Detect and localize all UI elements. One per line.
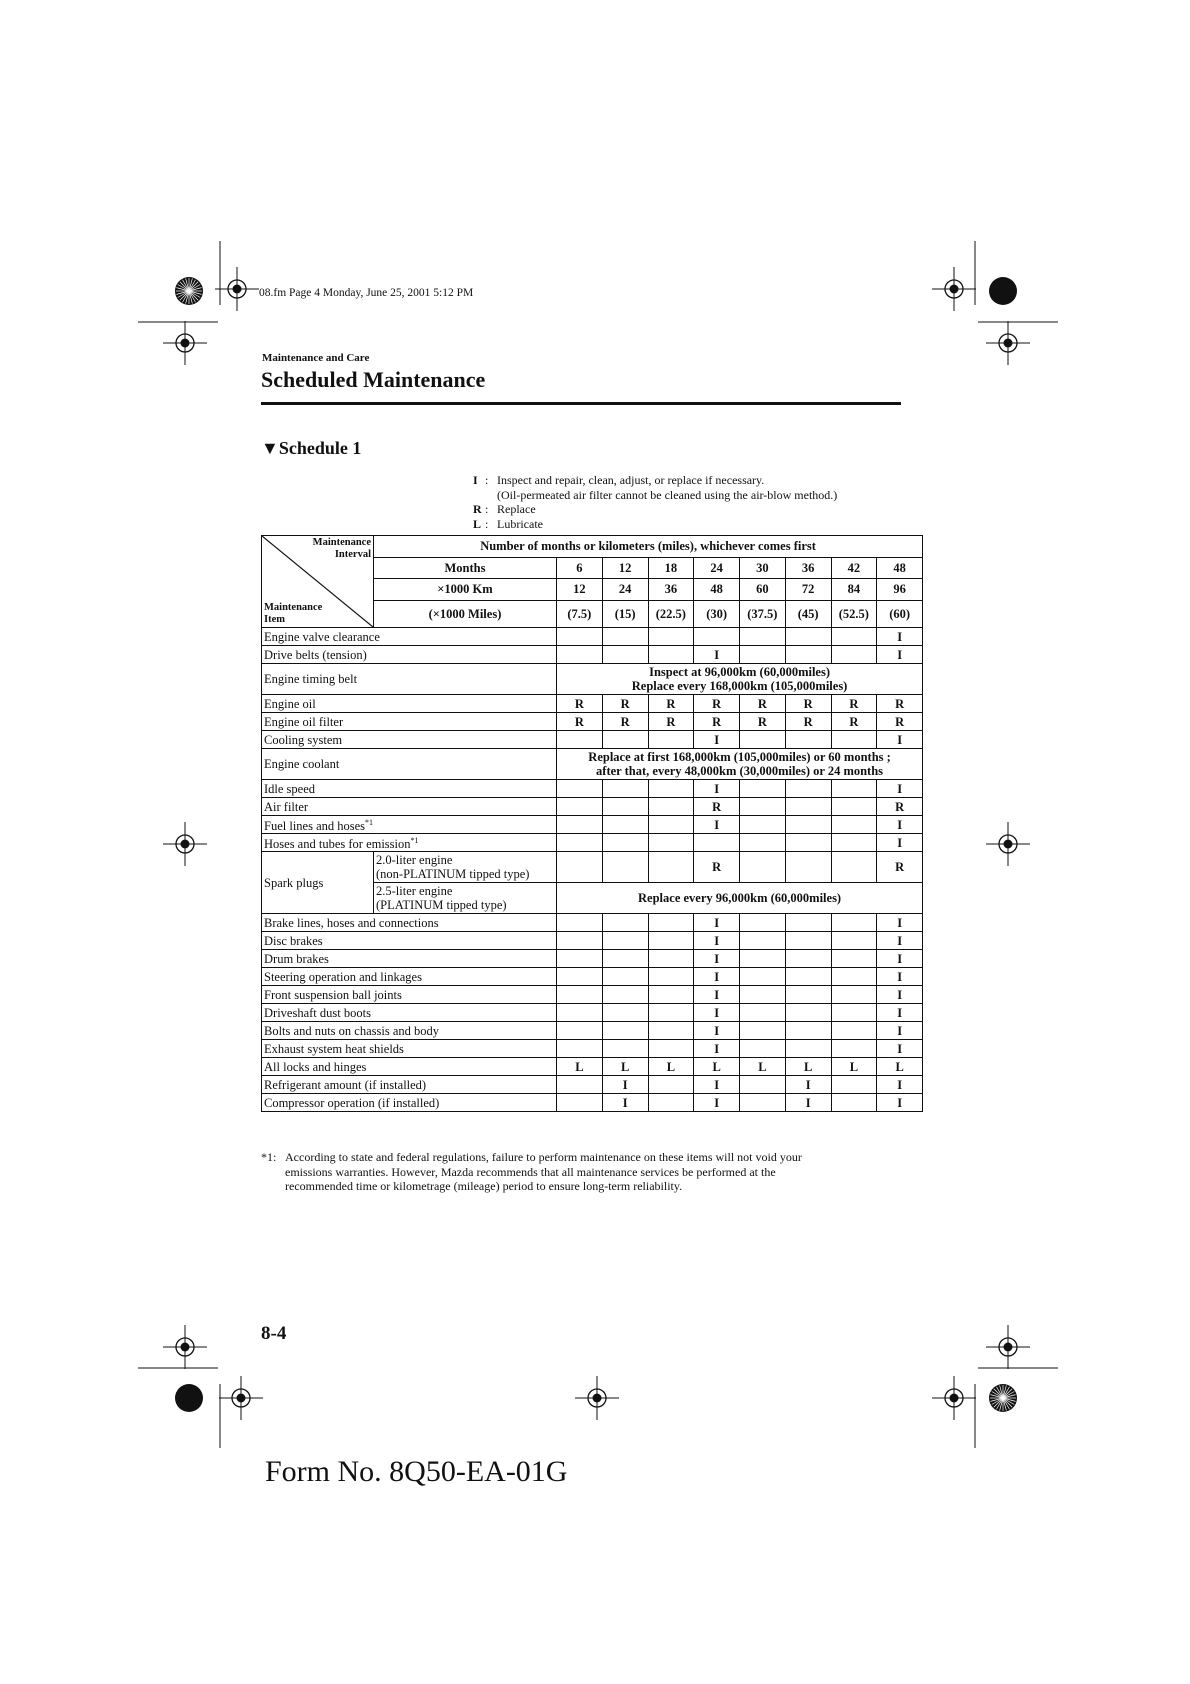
schedule-heading: ▼Schedule 1 (261, 438, 362, 458)
schedule-cell: I (877, 731, 923, 749)
schedule-cell (785, 646, 831, 664)
schedule-cell (831, 1004, 877, 1022)
schedule-row (262, 628, 923, 646)
crosshair-icon (215, 267, 259, 311)
item-name: Brake lines, hoses and connections (262, 914, 557, 932)
schedule-cell (648, 646, 694, 664)
interval-value: (15) (602, 600, 648, 628)
item-name: Engine timing belt (262, 664, 557, 695)
schedule-cell: R (831, 713, 877, 731)
schedule-cell (557, 1076, 603, 1094)
schedule-cell: I (877, 950, 923, 968)
schedule-cell (785, 950, 831, 968)
interval-unit-label: (×1000 Miles) (374, 600, 557, 628)
schedule-cell (740, 950, 786, 968)
schedule-cell: I (877, 816, 923, 834)
schedule-cell (831, 798, 877, 816)
schedule-cell (740, 932, 786, 950)
schedule-cell: I (694, 1022, 740, 1040)
schedule-row (262, 1058, 923, 1076)
schedule-cell (740, 731, 786, 749)
schedule-cell (740, 798, 786, 816)
item-name: All locks and hinges (262, 1058, 557, 1076)
legend-i-note: (Oil-permeated air filter cannot be cleaned using the air-blow method.) (497, 487, 838, 502)
schedule-cell (602, 1040, 648, 1058)
schedule-cell: I (694, 986, 740, 1004)
crosshair-icon (575, 1376, 619, 1420)
interval-value: (22.5) (648, 600, 694, 628)
schedule-cell (740, 968, 786, 986)
schedule-cell (831, 932, 877, 950)
schedule-row (262, 798, 923, 816)
crosshair-icon (986, 822, 1030, 866)
schedule-cell (602, 950, 648, 968)
schedule-cell (831, 914, 877, 932)
item-name: Engine coolant (262, 749, 557, 780)
schedule-cell (602, 780, 648, 798)
schedule-cell: R (557, 713, 603, 731)
item-name: Driveshaft dust boots (262, 1004, 557, 1022)
schedule-cell (694, 628, 740, 646)
schedule-cell (602, 852, 648, 883)
schedule-cell (831, 950, 877, 968)
schedule-cell (648, 731, 694, 749)
schedule-cell (785, 816, 831, 834)
item-name: Refrigerant amount (if installed) (262, 1076, 557, 1094)
schedule-cell: R (648, 713, 694, 731)
schedule-cell (648, 852, 694, 883)
schedule-cell (740, 834, 786, 852)
crosshair-icon (932, 267, 976, 311)
schedule-cell (785, 914, 831, 932)
item-name: Bolts and nuts on chassis and body (262, 1022, 557, 1040)
item-name: Engine valve clearance (262, 628, 557, 646)
item-name: Drive belts (tension) (262, 646, 557, 664)
schedule-cell (648, 1040, 694, 1058)
schedule-cell: R (877, 695, 923, 713)
interval-value: (52.5) (831, 600, 877, 628)
schedule-cell (785, 1004, 831, 1022)
schedule-cell: R (877, 713, 923, 731)
schedule-cell: I (694, 646, 740, 664)
legend-l: L : Lubricate (473, 516, 543, 531)
item-name: Drum brakes (262, 950, 557, 968)
schedule-cell (785, 1022, 831, 1040)
schedule-cell (785, 798, 831, 816)
crosshair-icon (163, 1325, 207, 1369)
spark-plugs-row-1 (262, 852, 923, 883)
interval-value: (7.5) (557, 600, 603, 628)
schedule-cell (831, 1076, 877, 1094)
schedule-cell: R (877, 852, 923, 883)
page-title: Scheduled Maintenance (261, 367, 486, 392)
crosshair-icon (986, 1325, 1030, 1369)
schedule-row (262, 695, 923, 713)
schedule-row (262, 986, 923, 1004)
schedule-cell: I (877, 914, 923, 932)
schedule-row (262, 834, 923, 852)
schedule-row (262, 914, 923, 932)
item-name: Steering operation and linkages (262, 968, 557, 986)
schedule-row (262, 968, 923, 986)
schedule-row (262, 1040, 923, 1058)
schedule-cell: I (877, 932, 923, 950)
schedule-cell (557, 932, 603, 950)
schedule-cell (602, 646, 648, 664)
schedule-cell: I (877, 968, 923, 986)
schedule-cell (831, 628, 877, 646)
schedule-cell (648, 816, 694, 834)
schedule-cell: R (877, 798, 923, 816)
schedule-cell (740, 852, 786, 883)
schedule-cell (648, 834, 694, 852)
schedule-row (262, 1004, 923, 1022)
schedule-cell (648, 986, 694, 1004)
schedule-cell (557, 834, 603, 852)
interval-value: (45) (785, 600, 831, 628)
schedule-cell (557, 1004, 603, 1022)
schedule-cell (602, 1004, 648, 1022)
schedule-row (262, 749, 923, 780)
schedule-cell (740, 914, 786, 932)
schedule-cell: L (740, 1058, 786, 1076)
interval-value: 6 (557, 557, 603, 579)
legend-r: R : Replace (473, 502, 536, 516)
interval-value: 36 (648, 579, 694, 601)
schedule-cell (557, 852, 603, 883)
schedule-cell: R (557, 695, 603, 713)
schedule-cell (648, 1022, 694, 1040)
schedule-cell (785, 932, 831, 950)
schedule-cell: L (694, 1058, 740, 1076)
schedule-cell: I (877, 628, 923, 646)
interval-value: 24 (694, 557, 740, 579)
schedule-cell (557, 914, 603, 932)
crosshair-icon (219, 1376, 263, 1420)
footnote: *1: According to state and federal regulations, failure to perform maintenance on these items will not void your emissions warranties. However, Mazda recommends that all maintenance services be performed at the recommended time or kilometrage (mileage) period to ensure long-term reliability. (261, 1150, 802, 1193)
schedule-cell (602, 731, 648, 749)
corner-cell (262, 536, 374, 628)
schedule-cell: I (694, 932, 740, 950)
schedule-cell (648, 914, 694, 932)
schedule-cell (602, 914, 648, 932)
item-name: Exhaust system heat shields (262, 1040, 557, 1058)
schedule-cell (557, 1040, 603, 1058)
crosshair-icon (986, 321, 1030, 365)
item-name: Idle speed (262, 780, 557, 798)
item-name: Cooling system (262, 731, 557, 749)
schedule-cell (740, 1094, 786, 1112)
legend (473, 473, 837, 531)
schedule-cell (785, 852, 831, 883)
schedule-row (262, 780, 923, 798)
crosshair-icon (932, 1376, 976, 1420)
interval-value: 96 (877, 579, 923, 601)
corner-item-label: Maintenance Item (264, 602, 323, 625)
item-name: Engine oil filter (262, 713, 557, 731)
schedule-cell: I (877, 1022, 923, 1040)
schedule-cell: I (877, 986, 923, 1004)
item-name: Hoses and tubes for emission$^{*1}$ (262, 834, 557, 852)
schedule-cell (648, 780, 694, 798)
schedule-cell (602, 834, 648, 852)
maintenance-schedule-table (261, 535, 923, 1112)
schedule-cell (831, 986, 877, 1004)
schedule-cell: I (602, 1094, 648, 1112)
schedule-cell: I (602, 1076, 648, 1094)
item-name: Compressor operation (if installed) (262, 1094, 557, 1112)
schedule-cell (740, 1040, 786, 1058)
schedule-cell (785, 834, 831, 852)
schedule-cell: R (740, 695, 786, 713)
spark-subtype-2: 2.5-liter engine (PLATINUM tipped type) (374, 883, 557, 914)
schedule-cell (831, 646, 877, 664)
schedule-cell (740, 986, 786, 1004)
schedule-cell: I (877, 646, 923, 664)
schedule-cell: R (740, 713, 786, 731)
file-info-line: 08.fm Page 4 Monday, June 25, 2001 5:12 PM (259, 287, 474, 299)
interval-value: 36 (785, 557, 831, 579)
schedule-cell (740, 1022, 786, 1040)
schedule-row (262, 1076, 923, 1094)
schedule-cell (740, 1004, 786, 1022)
schedule-cell: I (694, 914, 740, 932)
schedule-cell (557, 1094, 603, 1112)
interval-value: 72 (785, 579, 831, 601)
schedule-cell (602, 798, 648, 816)
schedule-cell (831, 834, 877, 852)
schedule-cell (557, 646, 603, 664)
schedule-cell (602, 816, 648, 834)
schedule-cell (648, 932, 694, 950)
starburst-icon (175, 277, 203, 305)
schedule-row (262, 1094, 923, 1112)
schedule-cell (557, 968, 603, 986)
item-name: Front suspension ball joints (262, 986, 557, 1004)
interval-value: 48 (877, 557, 923, 579)
schedule-cell (740, 628, 786, 646)
schedule-cell (831, 1094, 877, 1112)
corner-interval-label: Maintenance Interval (312, 537, 371, 560)
schedule-cell (602, 1022, 648, 1040)
item-name: Fuel lines and hoses$^{*1}$ (262, 816, 557, 834)
schedule-cell (740, 780, 786, 798)
registration-dot-icon (175, 1384, 203, 1412)
schedule-cell (831, 1022, 877, 1040)
schedule-cell: I (877, 1076, 923, 1094)
schedule-cell: I (877, 1094, 923, 1112)
schedule-cell: R (694, 713, 740, 731)
schedule-cell (831, 780, 877, 798)
schedule-cell: I (785, 1094, 831, 1112)
interval-unit-label: Months (374, 557, 557, 579)
schedule-cell (785, 986, 831, 1004)
interval-value: (60) (877, 600, 923, 628)
schedule-cell: L (602, 1058, 648, 1076)
spark-subtype-1: 2.0-liter engine (non-PLATINUM tipped type) (374, 852, 557, 883)
registration-dot-icon (989, 277, 1017, 305)
crosshair-icon (163, 321, 207, 365)
interval-value: 84 (831, 579, 877, 601)
schedule-cell: R (602, 695, 648, 713)
schedule-cell (557, 986, 603, 1004)
schedule-row (262, 950, 923, 968)
schedule-cell (557, 816, 603, 834)
schedule-cell: R (648, 695, 694, 713)
item-name: Engine oil (262, 695, 557, 713)
schedule-cell (785, 731, 831, 749)
schedule-cell (831, 731, 877, 749)
schedule-cell: R (694, 798, 740, 816)
schedule-cell (831, 816, 877, 834)
schedule-cell (831, 968, 877, 986)
schedule-row (262, 731, 923, 749)
schedule-cell (602, 986, 648, 1004)
schedule-cell: I (877, 780, 923, 798)
schedule-cell: I (694, 816, 740, 834)
schedule-cell (831, 852, 877, 883)
schedule-row (262, 816, 923, 834)
schedule-cell: R (785, 713, 831, 731)
span-note: Inspect at 96,000km (60,000miles) Replace every 168,000km (105,000miles) (557, 664, 923, 695)
schedule-cell: R (694, 852, 740, 883)
schedule-cell: L (557, 1058, 603, 1076)
schedule-cell: I (877, 834, 923, 852)
schedule-cell (648, 1004, 694, 1022)
interval-value: 30 (740, 557, 786, 579)
title-rule (261, 402, 901, 405)
item-name: Spark plugs (262, 852, 374, 914)
schedule-cell: I (694, 731, 740, 749)
schedule-row (262, 1022, 923, 1040)
schedule-cell: L (785, 1058, 831, 1076)
schedule-row (262, 713, 923, 731)
interval-span-header: Number of months or kilometers (miles), whichever comes first (374, 536, 923, 558)
schedule-cell (602, 932, 648, 950)
schedule-cell (785, 628, 831, 646)
schedule-cell: L (648, 1058, 694, 1076)
header-row-span (262, 536, 923, 558)
schedule-cell: L (877, 1058, 923, 1076)
crosshair-icon (163, 822, 207, 866)
schedule-cell: R (694, 695, 740, 713)
item-name: Disc brakes (262, 932, 557, 950)
schedule-cell (648, 1076, 694, 1094)
section-name: Maintenance and Care (262, 352, 370, 364)
schedule-cell (648, 1094, 694, 1112)
schedule-cell (831, 1040, 877, 1058)
schedule-cell (740, 1076, 786, 1094)
span-note: Replace every 96,000km (60,000miles) (557, 883, 923, 914)
schedule-cell (602, 628, 648, 646)
schedule-row (262, 664, 923, 695)
schedule-cell: R (602, 713, 648, 731)
interval-value: 60 (740, 579, 786, 601)
schedule-cell: I (877, 1004, 923, 1022)
schedule-cell (740, 816, 786, 834)
legend-i: I : Inspect and repair, clean, adjust, or replace if necessary. (473, 473, 765, 487)
item-name: Air filter (262, 798, 557, 816)
schedule-cell (694, 834, 740, 852)
schedule-cell: I (694, 1094, 740, 1112)
interval-value: 18 (648, 557, 694, 579)
schedule-cell: I (694, 950, 740, 968)
schedule-cell: I (694, 780, 740, 798)
interval-value: 42 (831, 557, 877, 579)
schedule-cell: I (694, 1040, 740, 1058)
schedule-cell: I (694, 1076, 740, 1094)
schedule-cell: L (831, 1058, 877, 1076)
page-number: 8-4 (261, 1323, 287, 1344)
schedule-cell (648, 798, 694, 816)
schedule-cell (557, 628, 603, 646)
schedule-cell: R (785, 695, 831, 713)
span-note: Replace at first 168,000km (105,000miles) or 60 months ; after that, every 48,000km (30,000miles) or 24 months (557, 749, 923, 780)
schedule-cell (648, 628, 694, 646)
schedule-cell: I (694, 1004, 740, 1022)
schedule-cell: I (785, 1076, 831, 1094)
interval-value: (37.5) (740, 600, 786, 628)
starburst-icon (989, 1384, 1017, 1412)
schedule-cell: I (694, 968, 740, 986)
schedule-row (262, 932, 923, 950)
interval-value: 12 (557, 579, 603, 601)
interval-value: (30) (694, 600, 740, 628)
interval-value: 48 (694, 579, 740, 601)
interval-value: 24 (602, 579, 648, 601)
schedule-cell: R (831, 695, 877, 713)
schedule-cell (557, 731, 603, 749)
schedule-row (262, 646, 923, 664)
schedule-cell (557, 1022, 603, 1040)
schedule-cell (602, 968, 648, 986)
schedule-cell (785, 1040, 831, 1058)
schedule-cell (557, 780, 603, 798)
schedule-cell (557, 798, 603, 816)
interval-value: 12 (602, 557, 648, 579)
schedule-cell (648, 968, 694, 986)
schedule-cell (785, 780, 831, 798)
interval-unit-label: ×1000 Km (374, 579, 557, 601)
schedule-cell: I (877, 1040, 923, 1058)
form-number: Form No. 8Q50-EA-01G (265, 1455, 568, 1488)
schedule-cell (740, 646, 786, 664)
schedule-cell (785, 968, 831, 986)
schedule-cell (557, 950, 603, 968)
schedule-cell (648, 950, 694, 968)
